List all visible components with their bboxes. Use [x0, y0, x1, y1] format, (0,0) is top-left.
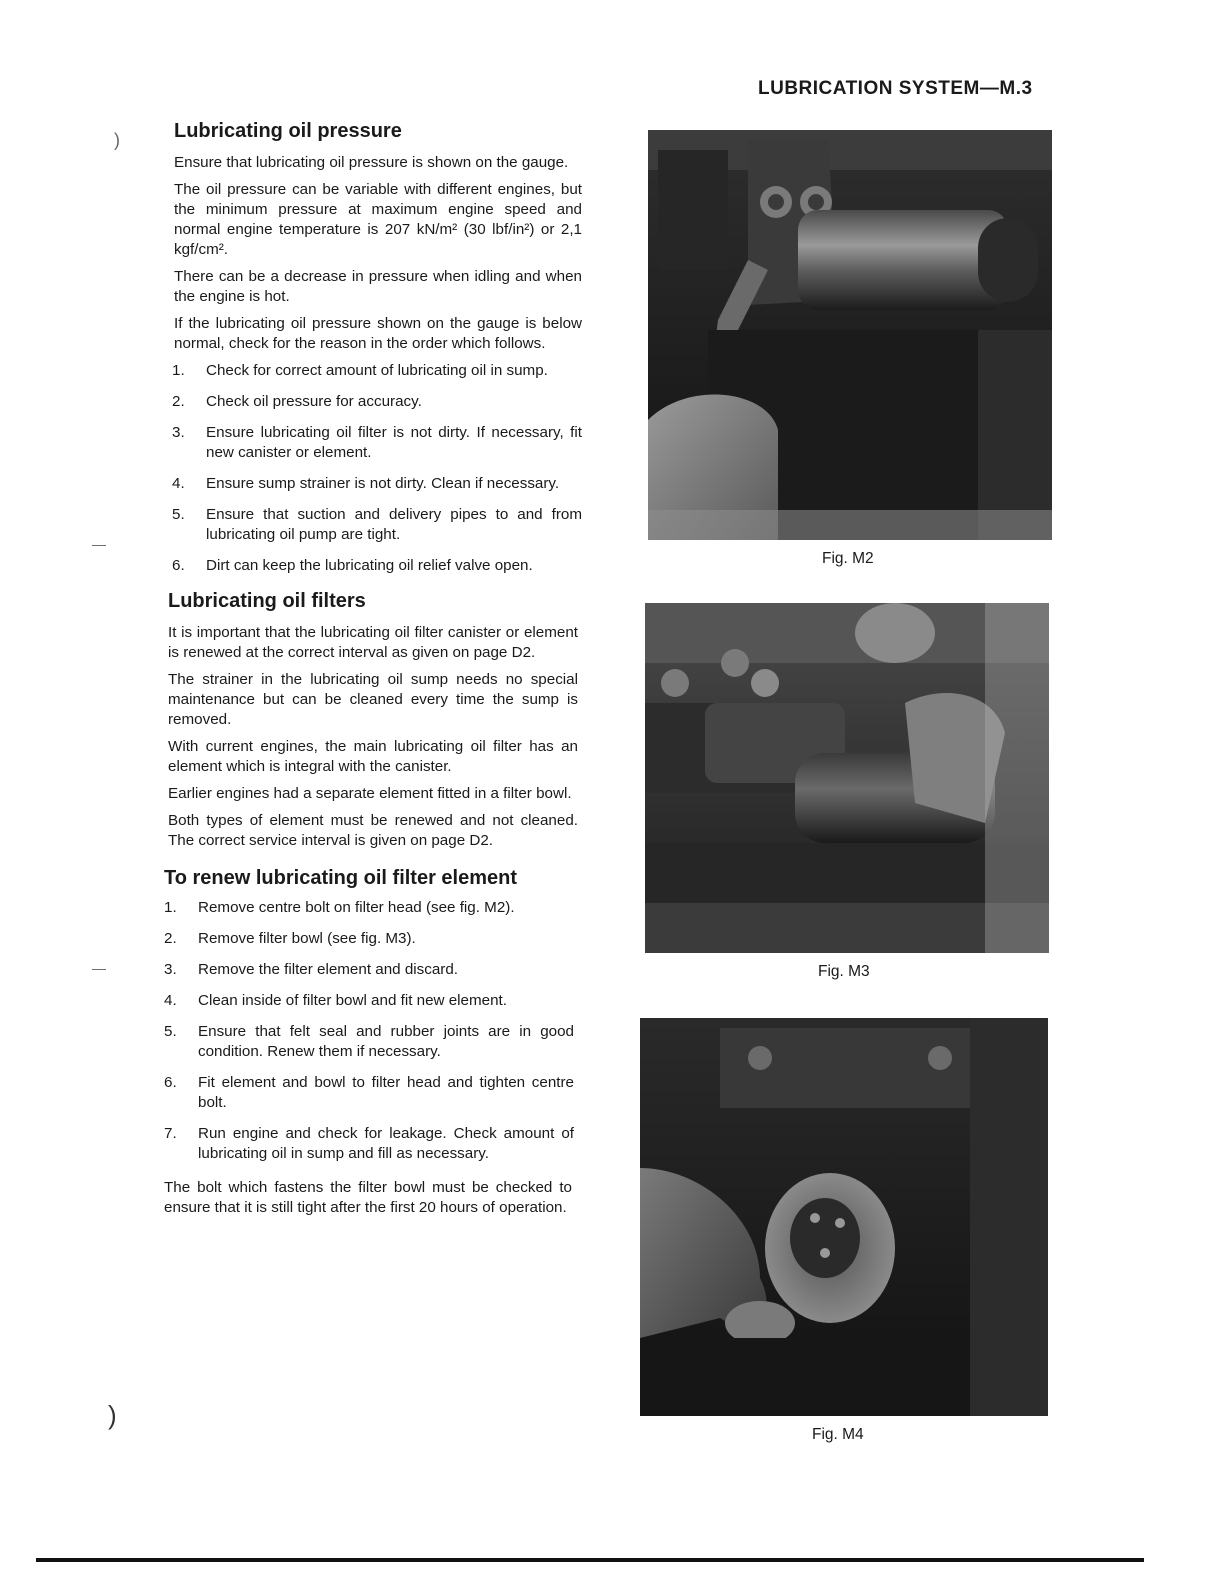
figure-m4-photo [640, 1018, 1048, 1416]
list-item [164, 991, 585, 1011]
list-text: Ensure sump strainer is not dirty. Clean if necessary. [206, 475, 560, 492]
list-item [172, 556, 585, 576]
list-item [164, 1022, 585, 1062]
margin-mark: — [92, 960, 106, 976]
list-number: 6. [172, 557, 185, 574]
pressure-check-list [172, 361, 585, 576]
paragraph: Earlier engines had a separate element fitted in a filter bowl. [168, 785, 572, 802]
bottom-rule [36, 1558, 1144, 1562]
figure-m4-caption: Fig. M4 [812, 1426, 864, 1443]
list-text: Check oil pressure for accuracy. [206, 393, 422, 410]
list-number: 2. [172, 393, 185, 410]
margin-mark: ) [108, 1400, 117, 1430]
paragraph: If the lubricating oil pressure shown on the gauge is below normal, check for the reason in the order which follows. [174, 315, 582, 352]
list-text: Ensure that felt seal and rubber joints are in good condition. Renew them if necessary. [198, 1023, 574, 1060]
list-number: 7. [164, 1125, 177, 1142]
list-number: 6. [164, 1074, 177, 1091]
list-text: Fit element and bowl to filter head and tighten centre bolt. [198, 1074, 574, 1111]
paragraph: Both types of element must be renewed and not cleaned. The correct service interval is given on page D2. [168, 812, 578, 849]
paragraph: The strainer in the lubricating oil sump needs no special maintenance but can be cleaned every time the sump is removed. [168, 671, 578, 728]
section-heading-renew-element: To renew lubricating oil filter element [164, 867, 518, 889]
list-item [172, 423, 585, 463]
paragraph: It is important that the lubricating oil filter canister or element is renewed at the correct interval as given on page D2. [168, 624, 578, 661]
renew-steps-list [164, 898, 585, 1164]
list-item [172, 361, 585, 381]
paragraph: Ensure that lubricating oil pressure is shown on the gauge. [174, 154, 569, 171]
list-text: Remove the filter element and discard. [198, 961, 459, 978]
list-number: 2. [164, 930, 177, 947]
list-number: 1. [164, 899, 177, 916]
figure-m3-caption: Fig. M3 [818, 963, 870, 980]
page-header-title: LUBRICATION SYSTEM—M.3 [758, 78, 1033, 99]
list-item [164, 960, 585, 980]
list-item [172, 392, 585, 412]
paragraph: The oil pressure can be variable with different engines, but the minimum pressure at maximum engine speed and normal engine temperature is 207 kN/m² (30 lbf/in²) or 2,1 kgf/cm². [174, 181, 582, 258]
paragraph: With current engines, the main lubricating oil filter has an element which is integral with the canister. [168, 738, 578, 775]
list-item [172, 505, 585, 545]
list-text: Remove centre bolt on filter head (see fig. M2). [198, 899, 515, 916]
figure-m2-photo [648, 130, 1052, 540]
list-number: 4. [172, 475, 185, 492]
margin-mark: ) [114, 130, 120, 150]
list-text: Run engine and check for leakage. Check amount of lubricating oil in sump and fill as necessary. [198, 1125, 574, 1162]
list-number: 4. [164, 992, 177, 1009]
list-item [164, 929, 585, 949]
note-paragraph: The bolt which fastens the filter bowl must be checked to ensure that it is still tight after the first 20 hours of operation. [164, 1179, 572, 1216]
list-number: 1. [172, 362, 185, 379]
main-text-column [160, 120, 585, 1225]
list-number: 5. [164, 1023, 177, 1040]
list-text: Ensure lubricating oil filter is not dirty. If necessary, fit new canister or element. [206, 424, 582, 461]
section-heading-oil-filters: Lubricating oil filters [168, 590, 366, 612]
list-text: Dirt can keep the lubricating oil relief valve open. [206, 557, 533, 574]
list-item [164, 1124, 585, 1164]
list-item [164, 898, 585, 918]
figure-m2-caption: Fig. M2 [822, 550, 874, 567]
list-number: 5. [172, 506, 185, 523]
list-text: Clean inside of filter bowl and fit new element. [198, 992, 507, 1009]
list-number: 3. [164, 961, 177, 978]
figure-m3-photo [645, 603, 1049, 953]
paragraph: There can be a decrease in pressure when idling and when the engine is hot. [174, 268, 582, 305]
list-item [164, 1073, 585, 1113]
list-item [172, 474, 585, 494]
list-number: 3. [172, 424, 185, 441]
list-text: Check for correct amount of lubricating oil in sump. [206, 362, 548, 379]
list-text: Ensure that suction and delivery pipes to and from lubricating oil pump are tight. [206, 506, 582, 543]
margin-mark: — [92, 536, 106, 552]
section-heading-oil-pressure: Lubricating oil pressure [174, 120, 402, 142]
list-text: Remove filter bowl (see fig. M3). [198, 930, 416, 947]
